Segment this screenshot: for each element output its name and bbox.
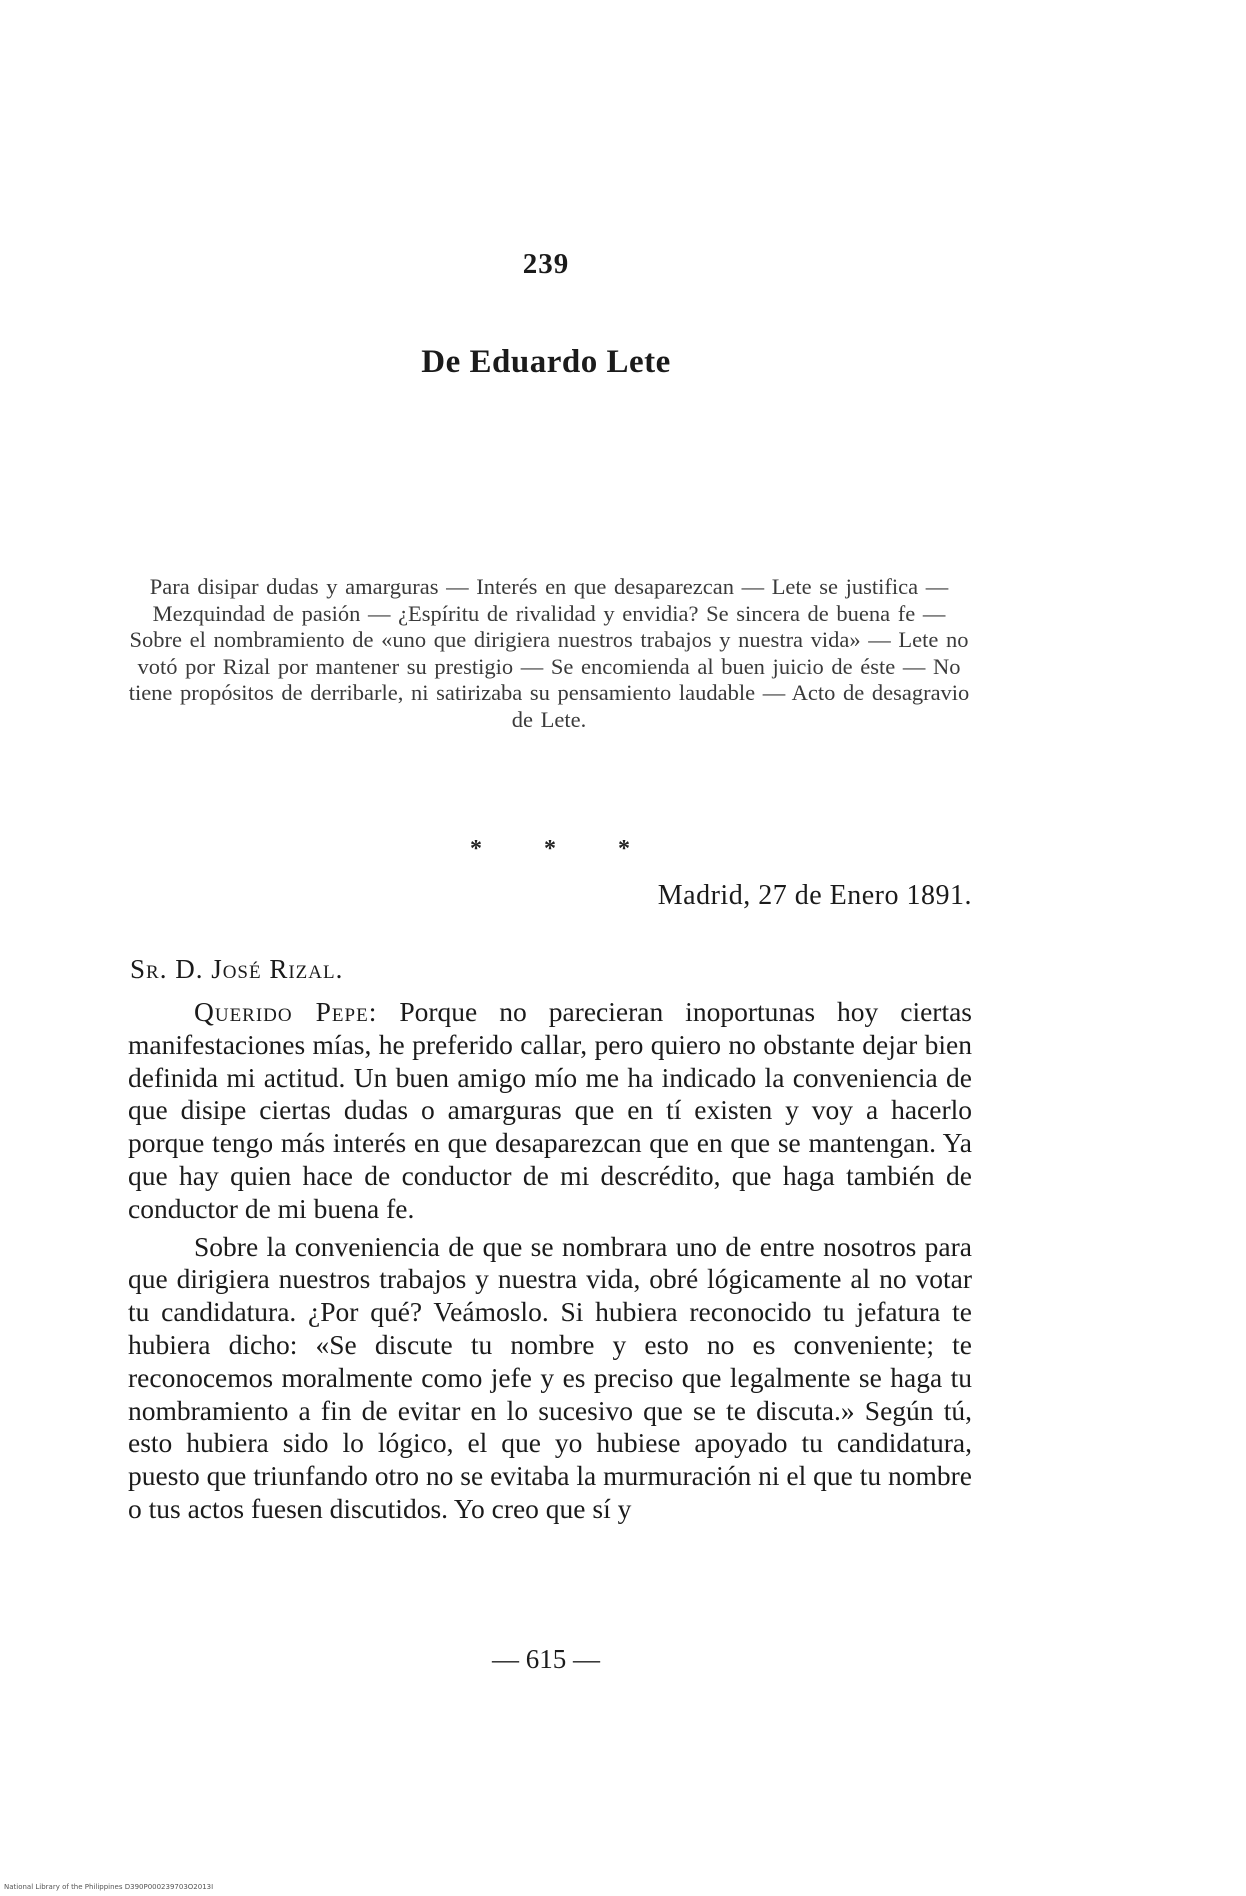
dateline: Madrid, 27 de Enero 1891. xyxy=(657,880,972,911)
letter-number: 239 xyxy=(522,248,570,280)
salutation: Sr. D. José Rizal. xyxy=(130,954,344,984)
paragraph-text: Porque no parecieran inoportunas hoy ciertas manifestaciones mías, he preferido callar, pero quiero no obstante dejar bien definida mi actitud. Un buen amigo mío me ha indicado la conveniencia de que disipe ciertas dudas o amarguras que en tí existen y voy a hacerlo porque tengo más interés en que desaparezcan que en que se mantengan. Ya que hay quien hace de conductor de mi descrédito, que haga también de conductor de mi buena fe. xyxy=(128,996,973,1224)
letter-title: De Eduardo Lete xyxy=(421,344,671,380)
footer-credit: National Library of the Philippines D390P000239703O2013I xyxy=(4,1883,214,1891)
divider-star: * xyxy=(470,836,482,862)
letter-body xyxy=(128,996,972,1526)
body-paragraph xyxy=(128,996,972,1226)
letter-summary: Para disipar dudas y amarguras — Interés en que desaparezcan — Lete se justifica — Mezquindad de pasión — ¿Espíritu de rivalidad y envidia? Se sincera de buena fe — Sobre el nombramiento de «uno que dirigiera nuestros trabajos y nuestra vida» — Lete no votó por Rizal por mantener su prestigio — Se encomienda al buen juicio de éste — No tiene propósitos de derribarle, ni satirizaba su pensamiento laudable — Acto de desagravio de Lete. xyxy=(128,574,970,732)
divider-star: * xyxy=(544,836,556,862)
divider-star: * xyxy=(618,836,630,862)
body-paragraph: Sobre la conveniencia de que se nombrara uno de entre nosotros para que dirigiera nuestros trabajos y nuestra vida, obré lógicamente al no votar tu candidatura. ¿Por qué? Veámoslo. Si hubiera reconocido tu jefatura te hubiera dicho: «Se discute tu nombre y esto no es conveniente; te reconocemos moralmente como jefe y es preciso que legalmente se haga tu nombramiento a fin de evitar en lo sucesivo que se te discuta.» Según tú, esto hubiera sido lo lógico, el que yo hubiese apoyado tu candidatura, puesto que triunfando otro no se evitaba la murmuración ni el que tu nombre o tus actos fuesen discutidos. Yo creo que sí y xyxy=(128,1230,972,1524)
section-divider xyxy=(470,836,630,863)
page-number: — 615 — xyxy=(492,1644,600,1674)
greeting: Querido Pepe: xyxy=(194,996,378,1027)
